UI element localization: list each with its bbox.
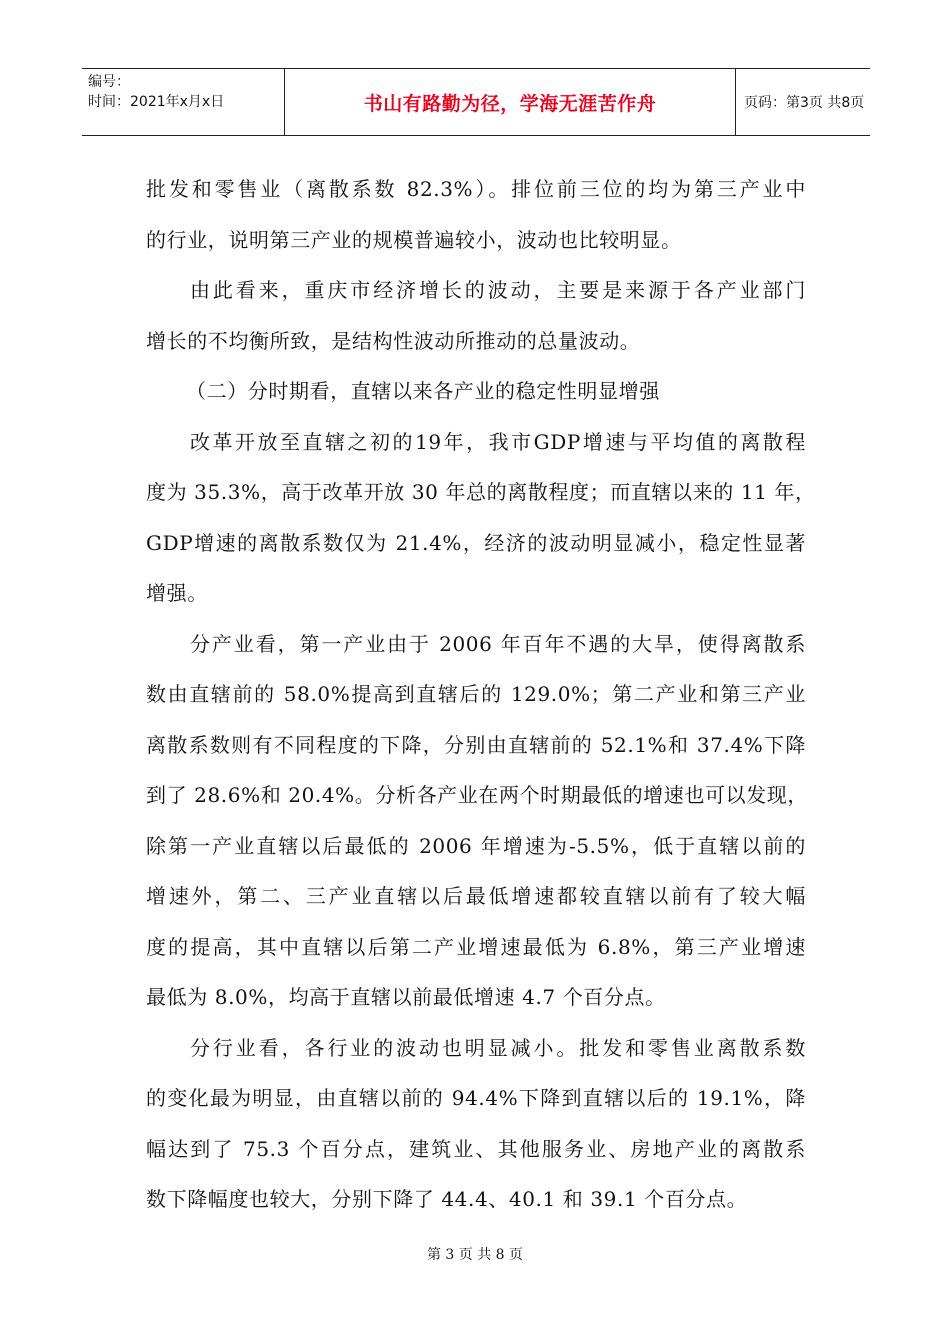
serial-label: 编号： [88, 74, 130, 90]
text-line: 的变化最为明显，由直辖以前的 94.4%下降到直辖以后的 19.1%，降 [146, 1086, 806, 1110]
header-motto-cell [285, 69, 736, 135]
text-line: 由此看来，重庆市经济增长的波动，主要是来源于各产业部门 [190, 278, 806, 302]
text-line: 改革开放至直辖之初的19年，我市GDP增速与平均值的离散程 [190, 429, 806, 454]
date-label: 时间：2021年x月x日 [88, 94, 225, 110]
text-line: 最低为 8.0%，均高于直辖以前最低增速 4.7 个百分点。 [146, 985, 666, 1009]
text-line: 幅达到了 75.3 个百分点，建筑业、其他服务业、房地产业的离散系 [146, 1136, 806, 1161]
header-page-cell [736, 69, 870, 135]
header-meta-cell [82, 69, 285, 135]
document-body [146, 164, 816, 1225]
text-line: 度的提高，其中直辖以后第二产业增速最低为 6.8%，第三产业增速 [146, 934, 806, 959]
page-header [82, 68, 870, 136]
text-line: 度为 35.3%，高于改革开放 30 年总的离散程度；而直辖以来的 11 年， [146, 480, 816, 504]
section-heading: （二）分时期看，直辖以来各产业的稳定性明显增强 [186, 379, 660, 403]
header-page-info: 页码：第3页 共8页 [744, 95, 865, 111]
text-line: 增速外，第二、三产业直辖以后最低增速都较直辖以前有了较大幅 [146, 884, 806, 908]
text-line: 数由直辖前的 58.0%提高到直辖后的 129.0%；第二产业和第三产业 [146, 682, 806, 706]
text-line: GDP增速的离散系数仅为 21.4%，经济的波动明显减小，稳定性显著 [146, 530, 806, 555]
text-line: 批发和零售业（离散系数 82.3%）。排位前三位的均为第三产业中 [146, 177, 806, 201]
text-line: 离散系数则有不同程度的下降，分别由直辖前的 52.1%和 37.4%下降 [146, 732, 806, 757]
text-line: 数下降幅度也较大，分别下降了 44.4、40.1 和 39.1 个百分点。 [146, 1187, 748, 1211]
text-line: 增长的不均衡所致，是结构性波动所推动的总量波动。 [146, 328, 641, 353]
text-line: 的行业，说明第三产业的规模普遍较小，波动也比较明显。 [146, 227, 682, 252]
motto-text: 书山有路勤为径，学海无涯苦作舟 [363, 92, 657, 115]
text-line: 除第一产业直辖以后最低的 2006 年增速为-5.5%，低于直辖以前的 [146, 833, 806, 858]
text-line: 到了 28.6%和 20.4%。分析各产业在两个时期最低的增速也可以发现， [146, 783, 808, 807]
page-footer: 第 3 页 共 8 页 [426, 1247, 524, 1263]
text-line: 分产业看，第一产业由于 2006 年百年不遇的大旱，使得离散系 [190, 631, 806, 656]
text-line: 分行业看，各行业的波动也明显减小。批发和零售业离散系数 [190, 1035, 806, 1060]
text-line: 增强。 [146, 581, 208, 605]
